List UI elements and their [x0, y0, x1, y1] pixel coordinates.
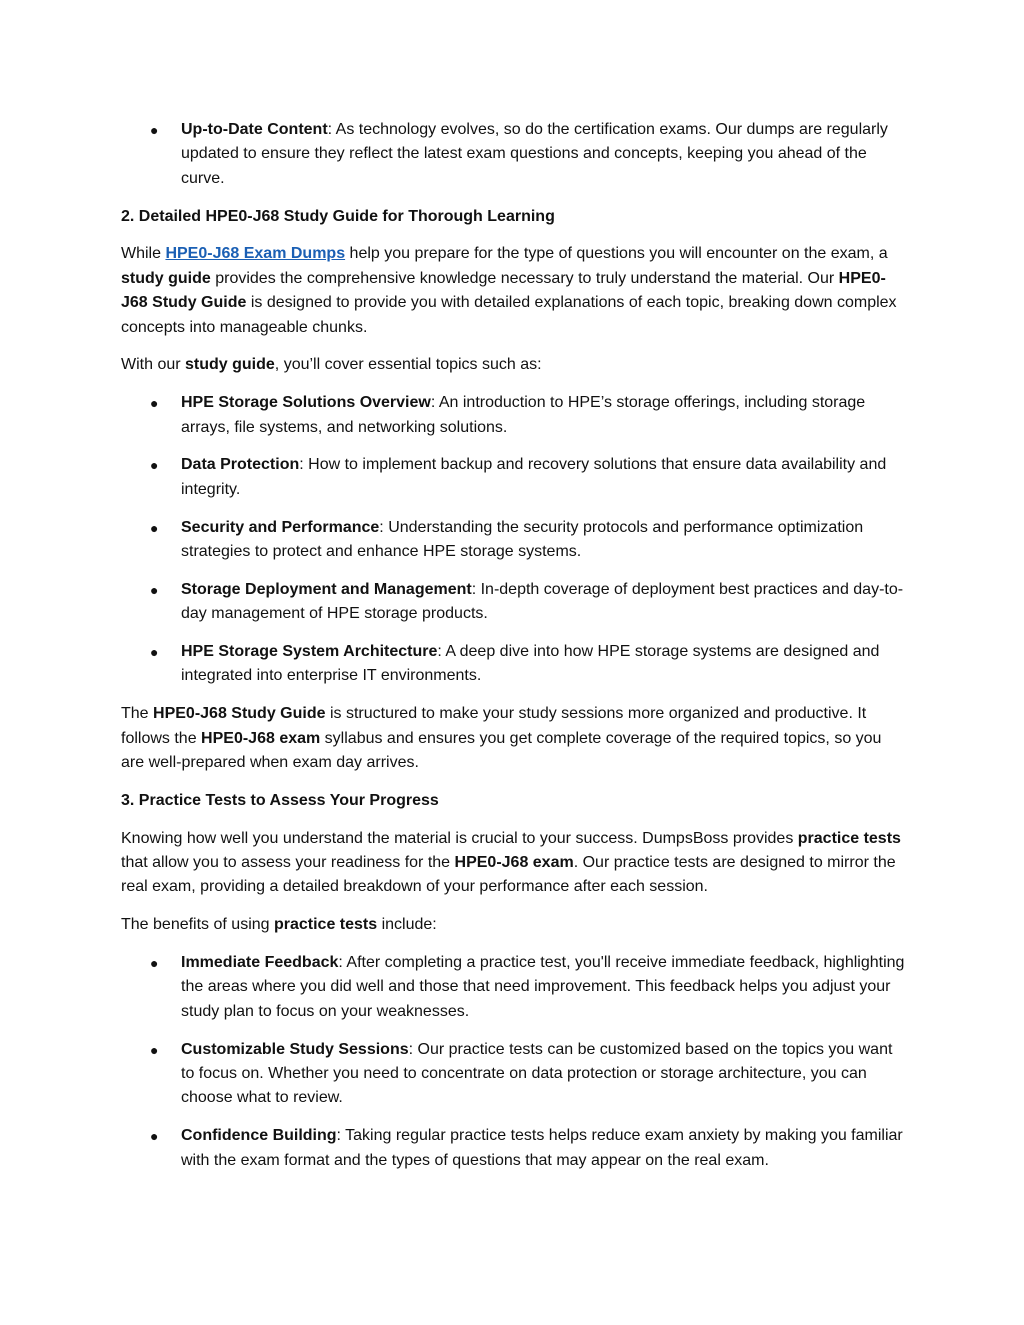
list-item-desc: : Understanding the security protocols and performance optimization strategies to protect and enhance HPE storage systems.: [181, 518, 864, 561]
section-heading-practice-tests: 3. Practice Tests to Assess Your Progress: [121, 791, 439, 809]
document-page: [121, 118, 907, 1186]
list-item-desc: : As technology evolves, so do the certification exams. Our dumps are regularly updated to ensure they reflect the latest exam questions and concepts, keeping you ahead of the curve.: [181, 121, 888, 187]
bullet-list-topics: [121, 391, 907, 689]
text-span: With our: [121, 356, 186, 374]
text-span: help you prepare for the type of questions you will encounter on the exam, a: [345, 245, 888, 263]
list-item: [121, 391, 907, 440]
section-heading-study-guide: 2. Detailed HPE0-J68 Study Guide for Thorough Learning: [121, 207, 555, 225]
list-item-term: Storage Deployment and Management: [181, 580, 472, 598]
bullet-icon: ●: [150, 955, 159, 972]
list-item: [121, 951, 907, 1024]
text-span: is structured to make your study sessions more organized and productive. It follows the: [121, 705, 867, 747]
text-span: is designed to provide you with detailed explanations of each topic, breaking down complex concepts into manageable chunks.: [121, 294, 897, 336]
list-item-term: HPE Storage Solutions Overview: [181, 394, 431, 412]
paragraph: [121, 827, 907, 900]
list-item-term: HPE Storage System Architecture: [181, 643, 438, 661]
bold-text: HPE0-J68 Study Guide: [121, 269, 886, 312]
bullet-list-intro: [121, 118, 907, 191]
paragraph: [121, 913, 907, 937]
list-item-term: Customizable Study Sessions: [181, 1040, 409, 1058]
list-item-term: Up-to-Date Content: [181, 121, 328, 138]
list-item-desc: : Taking regular practice tests helps reduce exam anxiety by making you familiar with the exam format and the types of questions that may appear on the real exam.: [181, 1127, 903, 1169]
bullet-icon: ●: [150, 395, 159, 412]
bold-text: study guide: [121, 269, 211, 287]
text-span: Knowing how well you understand the material is crucial to your success. DumpsBoss provides: [121, 829, 798, 847]
text-span: that allow you to assess your readiness for the: [121, 854, 455, 872]
text-span: . Our practice tests are designed to mirror the real exam, providing a detailed breakdown of your performance after each session.: [121, 854, 896, 896]
list-item: [121, 516, 907, 565]
paragraph: [121, 353, 907, 377]
paragraph: [121, 242, 907, 340]
list-item-term: Security and Performance: [181, 518, 380, 536]
paragraph: [121, 702, 907, 775]
list-item-desc: : An introduction to HPE’s storage offerings, including storage arrays, file systems, and networking solutions.: [181, 394, 866, 436]
list-item-desc: : Our practice tests can be customized based on the topics you want to focus on. Whether you need to concentrate on data protection or storage architecture, you can choose what to review.: [181, 1040, 893, 1107]
list-item: [121, 578, 907, 627]
list-item: [121, 1124, 907, 1173]
bullet-list-benefits: [121, 951, 907, 1173]
bullet-icon: ●: [150, 581, 159, 598]
list-item: [121, 118, 907, 191]
bold-text: HPE0-J68 Study Guide: [153, 705, 326, 723]
bullet-icon: ●: [150, 1128, 159, 1145]
list-item-desc: : After completing a practice test, you'll receive immediate feedback, highlighting the areas where you did well and those that need improvement. This feedback helps you adjust your study plan to focus on your weaknesses.: [181, 954, 905, 1020]
text-span: provides the comprehensive knowledge necessary to truly understand the material. Our: [210, 269, 839, 287]
text-span: The: [121, 705, 154, 723]
list-item: [121, 640, 907, 689]
list-item-term: Confidence Building: [181, 1127, 337, 1145]
text-span: include:: [377, 916, 437, 934]
bold-text: HPE0-J68 exam: [201, 729, 321, 747]
text-span: The benefits of using: [121, 916, 274, 934]
bullet-icon: ●: [150, 644, 159, 661]
exam-dumps-link[interactable]: HPE0-J68 Exam Dumps: [165, 245, 346, 263]
bold-text: HPE0-J68 exam: [454, 854, 574, 872]
list-item-term: Data Protection: [181, 456, 300, 474]
list-item: [121, 1038, 907, 1111]
list-item-term: Immediate Feedback: [181, 954, 339, 972]
bold-text: study guide: [185, 356, 275, 374]
list-item-desc: : How to implement backup and recovery solutions that ensure data availability and integrity.: [181, 456, 887, 498]
bullet-icon: ●: [150, 122, 159, 138]
bold-text: practice tests: [273, 916, 378, 934]
text-span: syllabus and ensures you get complete coverage of the required topics, so you are well-prepared when exam day arrives.: [121, 729, 882, 772]
list-item-desc: : A deep dive into how HPE storage systems are designed and integrated into enterprise IT environments.: [181, 643, 880, 685]
bullet-icon: ●: [150, 457, 159, 474]
list-item-desc: : In-depth coverage of deployment best practices and day-to-day management of HPE storage products.: [181, 580, 904, 623]
text-span: While: [121, 245, 166, 263]
list-item: [121, 453, 907, 502]
text-span: , you’ll cover essential topics such as:: [274, 356, 542, 374]
bold-text: practice tests: [797, 829, 901, 847]
bullet-icon: ●: [150, 1041, 159, 1058]
bullet-icon: ●: [150, 519, 159, 536]
